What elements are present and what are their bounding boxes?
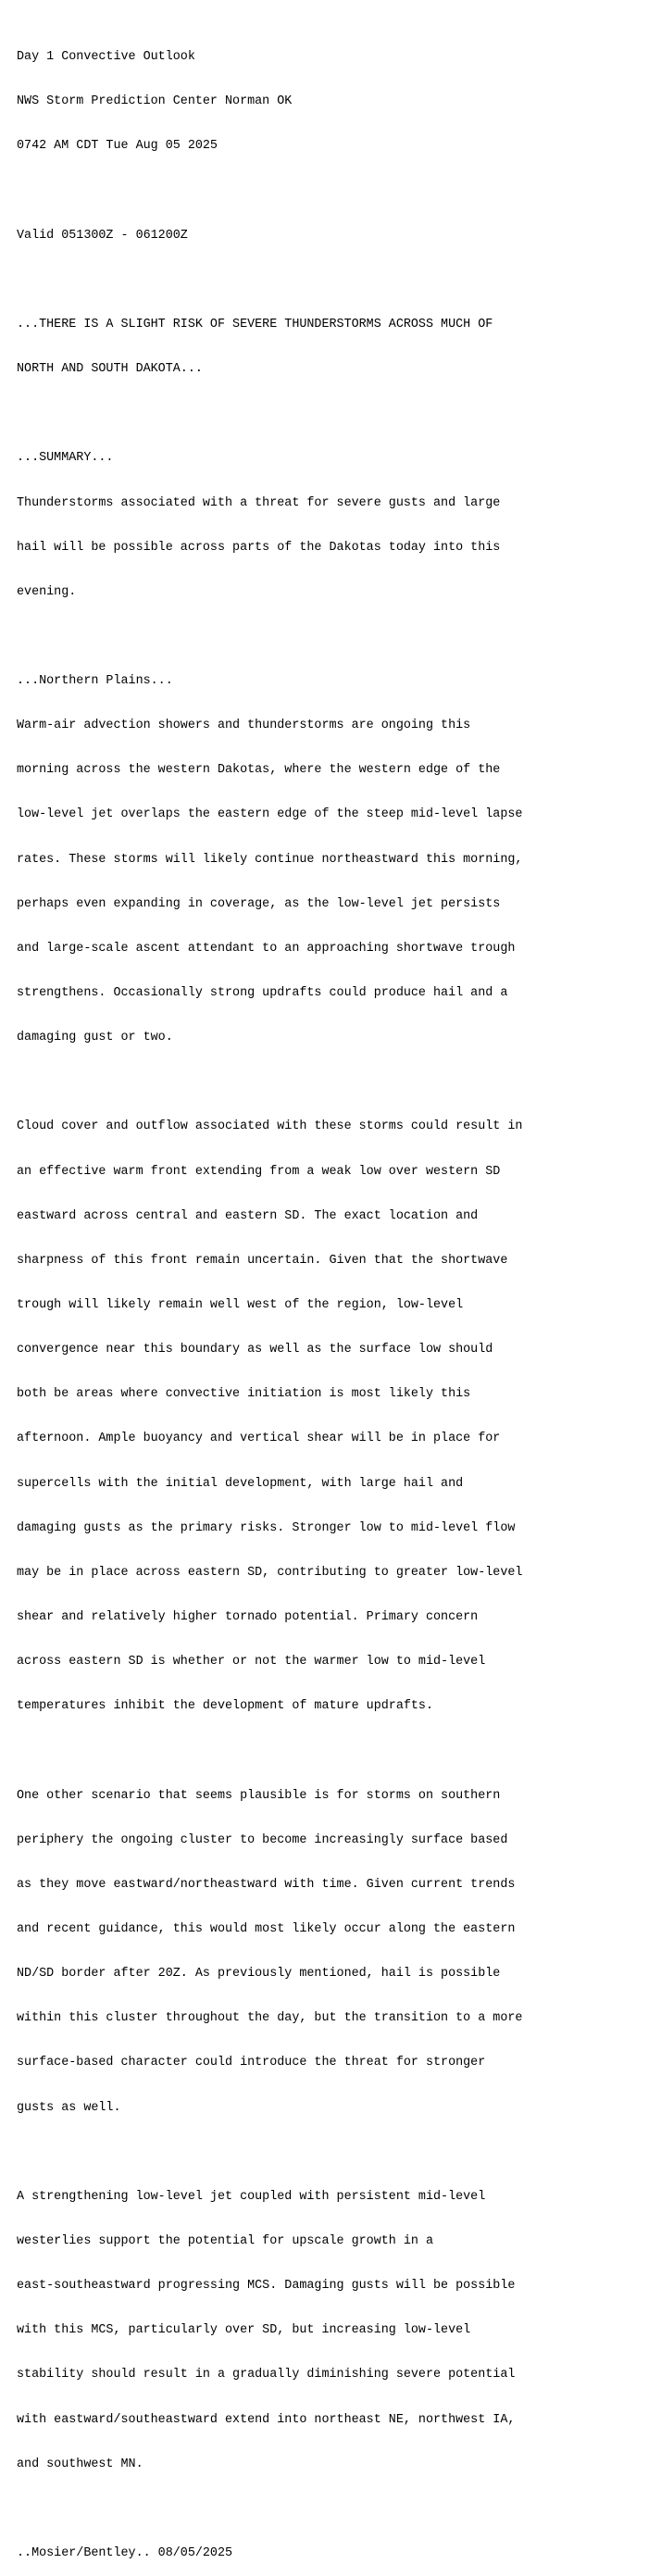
paragraph4-line: with eastward/southeastward extend into northeast NE, northwest IA, [17, 2412, 516, 2427]
valid-period: Valid 051300Z - 061200Z [17, 228, 188, 243]
paragraph2-line: afternoon. Ample buoyancy and vertical shear will be in place for [17, 1432, 501, 1446]
issue-time: 0742 AM CDT Tue Aug 05 2025 [17, 139, 218, 154]
paragraph2-line: eastward across central and eastern SD. The exact location and [17, 1208, 479, 1223]
paragraph4-line: east-southeastward progressing MCS. Damaging gusts will be possible [17, 2279, 516, 2294]
paragraph3-line: and recent guidance, this would most likely occur along the eastern [17, 1922, 516, 1936]
risk-headline-line: NORTH AND SOUTH DAKOTA... [17, 362, 203, 377]
blank-line [17, 2502, 661, 2517]
paragraph3-line: ND/SD border after 20Z. As previously mentioned, hail is possible [17, 1967, 501, 1982]
blank-line [17, 2145, 661, 2160]
risk-headline-line: ...THERE IS A SLIGHT RISK OF SEVERE THUNDERSTORMS ACROSS MUCH OF [17, 317, 493, 331]
paragraph1-line: perhaps even expanding in coverage, as the low-level jet persists [17, 896, 501, 911]
outlook-title: Day 1 Convective Outlook [17, 50, 195, 65]
forecaster-signature: ..Mosier/Bentley.. 08/05/2025 [17, 2545, 233, 2560]
paragraph2-line: convergence near this boundary as well as the surface low should [17, 1343, 493, 1357]
paragraph1-line: damaging gust or two. [17, 1031, 173, 1045]
blank-line [17, 1744, 661, 1758]
paragraph2-line: trough will likely remain well west of the region, low-level [17, 1298, 464, 1313]
summary-line: evening. [17, 584, 77, 599]
paragraph2-line: an effective warm front extending from a weak low over western SD [17, 1164, 501, 1179]
paragraph4-line: and southwest MN. [17, 2457, 143, 2471]
paragraph1-line: rates. These storms will likely continue northeastward this morning, [17, 852, 523, 867]
paragraph4-line: westerlies support the potential for upscale growth in a [17, 2233, 433, 2248]
issuing-office: NWS Storm Prediction Center Norman OK [17, 94, 293, 109]
paragraph2-line: damaging gusts as the primary risks. Stronger low to mid-level flow [17, 1520, 516, 1535]
paragraph2-line: sharpness of this front remain uncertain. Given that the shortwave [17, 1253, 508, 1268]
summary-heading: ...SUMMARY... [17, 451, 114, 466]
blank-line [17, 273, 661, 288]
paragraph4-line: with this MCS, particularly over SD, but increasing low-level [17, 2323, 471, 2338]
paragraph1-line: morning across the western Dakotas, where the western edge of the [17, 763, 501, 778]
blank-line [17, 1075, 661, 1090]
blank-line [17, 406, 661, 421]
summary-line: Thunderstorms associated with a threat for severe gusts and large [17, 495, 501, 510]
section-heading-northern-plains: ...Northern Plains... [17, 674, 173, 689]
paragraph2-line: supercells with the initial development, with large hail and [17, 1476, 464, 1491]
paragraph3-line: within this cluster throughout the day, but the transition to a more [17, 2011, 523, 2026]
paragraph3-line: periphery the ongoing cluster to become increasingly surface based [17, 1832, 508, 1847]
paragraph3-line: gusts as well. [17, 2100, 121, 2115]
summary-line: hail will be possible across parts of the Dakotas today into this [17, 540, 501, 555]
paragraph2-line: across eastern SD is whether or not the warmer low to mid-level [17, 1655, 486, 1669]
blank-line [17, 184, 661, 199]
paragraph1-line: low-level jet overlaps the eastern edge of the steep mid-level lapse [17, 807, 523, 822]
paragraph2-line: temperatures inhibit the development of mature updrafts. [17, 1699, 433, 1714]
paragraph3-line: surface-based character could introduce the threat for stronger [17, 2056, 486, 2070]
paragraph2-line: Cloud cover and outflow associated with these storms could result in [17, 1119, 523, 1134]
paragraph2-line: both be areas where convective initiation is most likely this [17, 1387, 471, 1402]
blank-line [17, 630, 661, 644]
paragraph3-line: One other scenario that seems plausible is for storms on southern [17, 1788, 501, 1803]
paragraph2-line: may be in place across eastern SD, contributing to greater low-level [17, 1565, 523, 1580]
paragraph4-line: stability should result in a gradually diminishing severe potential [17, 2368, 516, 2382]
paragraph2-line: shear and relatively higher tornado potential. Primary concern [17, 1610, 479, 1625]
paragraph4-line: A strengthening low-level jet coupled with persistent mid-level [17, 2189, 486, 2204]
paragraph1-line: strengthens. Occasionally strong updrafts could produce hail and a [17, 986, 508, 1001]
paragraph1-line: Warm-air advection showers and thunderstorms are ongoing this [17, 719, 471, 733]
paragraph3-line: as they move eastward/northeastward with time. Given current trends [17, 1877, 516, 1892]
paragraph1-line: and large-scale ascent attendant to an approaching shortwave trough [17, 941, 516, 956]
